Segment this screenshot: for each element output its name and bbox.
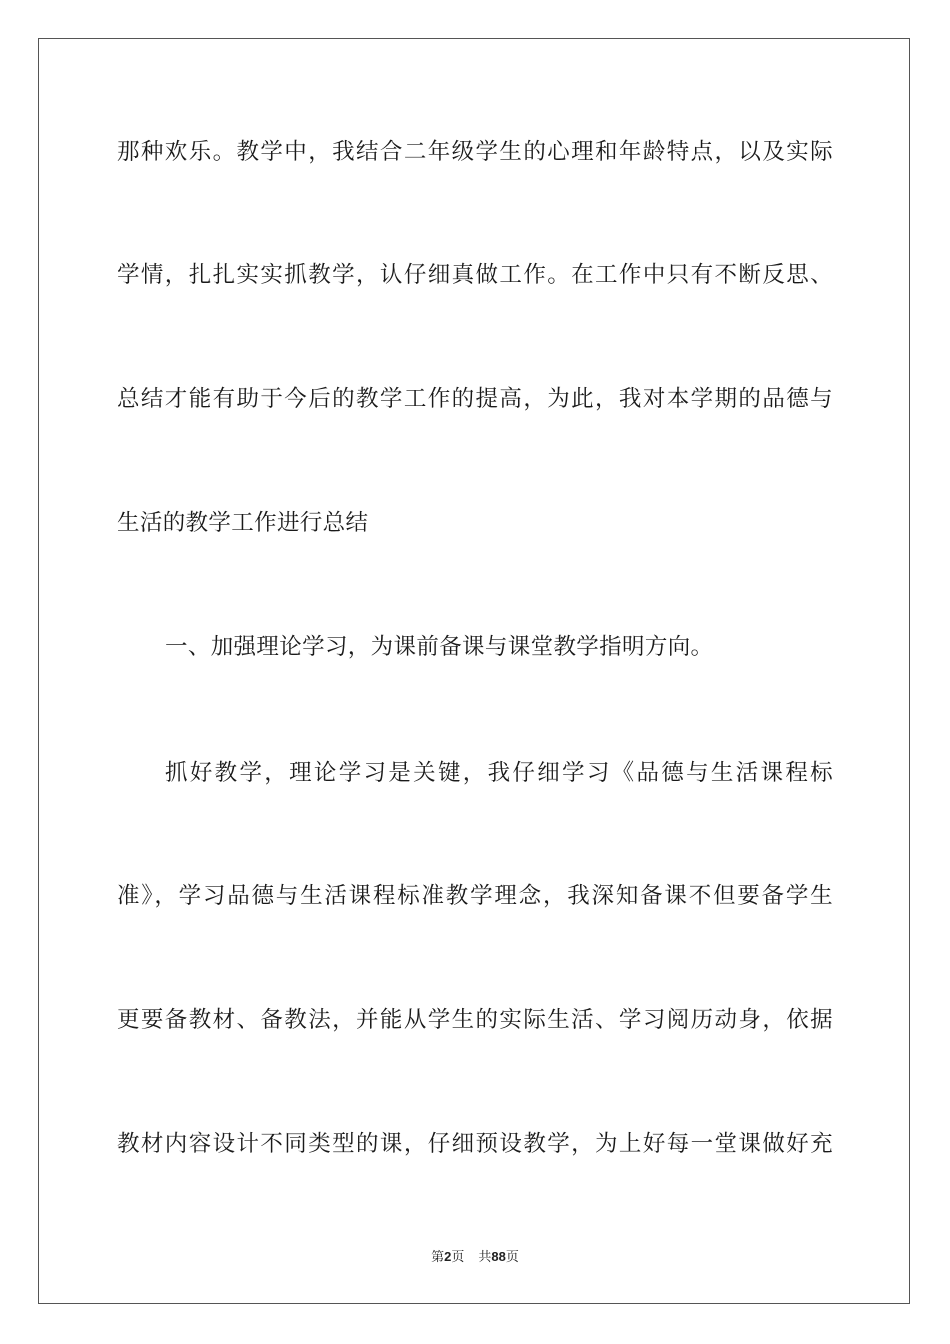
page-number: 2 xyxy=(444,1249,452,1264)
body-text-line-1: 那种欢乐。教学中，我结合二年级学生的心理和年龄特点，以及实际 xyxy=(117,139,833,165)
body-text-line-2: 学情，扎扎实实抓教学，认仔细真做工作。在工作中只有不断反思、 xyxy=(117,262,833,288)
body-text-line-8: 更要备教材、备教法，并能从学生的实际生活、学习阅历动身，依据 xyxy=(117,1007,833,1033)
body-text-line-4: 生活的教学工作进行总结 xyxy=(117,510,369,536)
body-text-line-3: 总结才能有助于今后的教学工作的提高，为此，我对本学期的品德与 xyxy=(117,386,833,412)
section-heading: 一、加强理论学习，为课前备课与课堂教学指明方向。 xyxy=(165,634,714,660)
page-prefix: 第 xyxy=(431,1250,445,1265)
body-text-line-9: 教材内容设计不同类型的课，仔细预设教学，为上好每一堂课做好充 xyxy=(117,1131,833,1157)
total-prefix: 共 xyxy=(478,1250,492,1265)
page-suffix: 页 xyxy=(451,1250,465,1265)
total-suffix: 页 xyxy=(505,1250,519,1265)
page-border xyxy=(38,38,910,1304)
body-text-line-6: 抓好教学，理论学习是关键，我仔细学习《品德与生活课程标 xyxy=(165,760,833,786)
total-pages: 88 xyxy=(491,1249,506,1264)
page-footer xyxy=(0,1248,950,1267)
body-text-line-7: 准》，学习品德与生活课程标准教学理念，我深知备课不但要备学生 xyxy=(117,883,833,909)
